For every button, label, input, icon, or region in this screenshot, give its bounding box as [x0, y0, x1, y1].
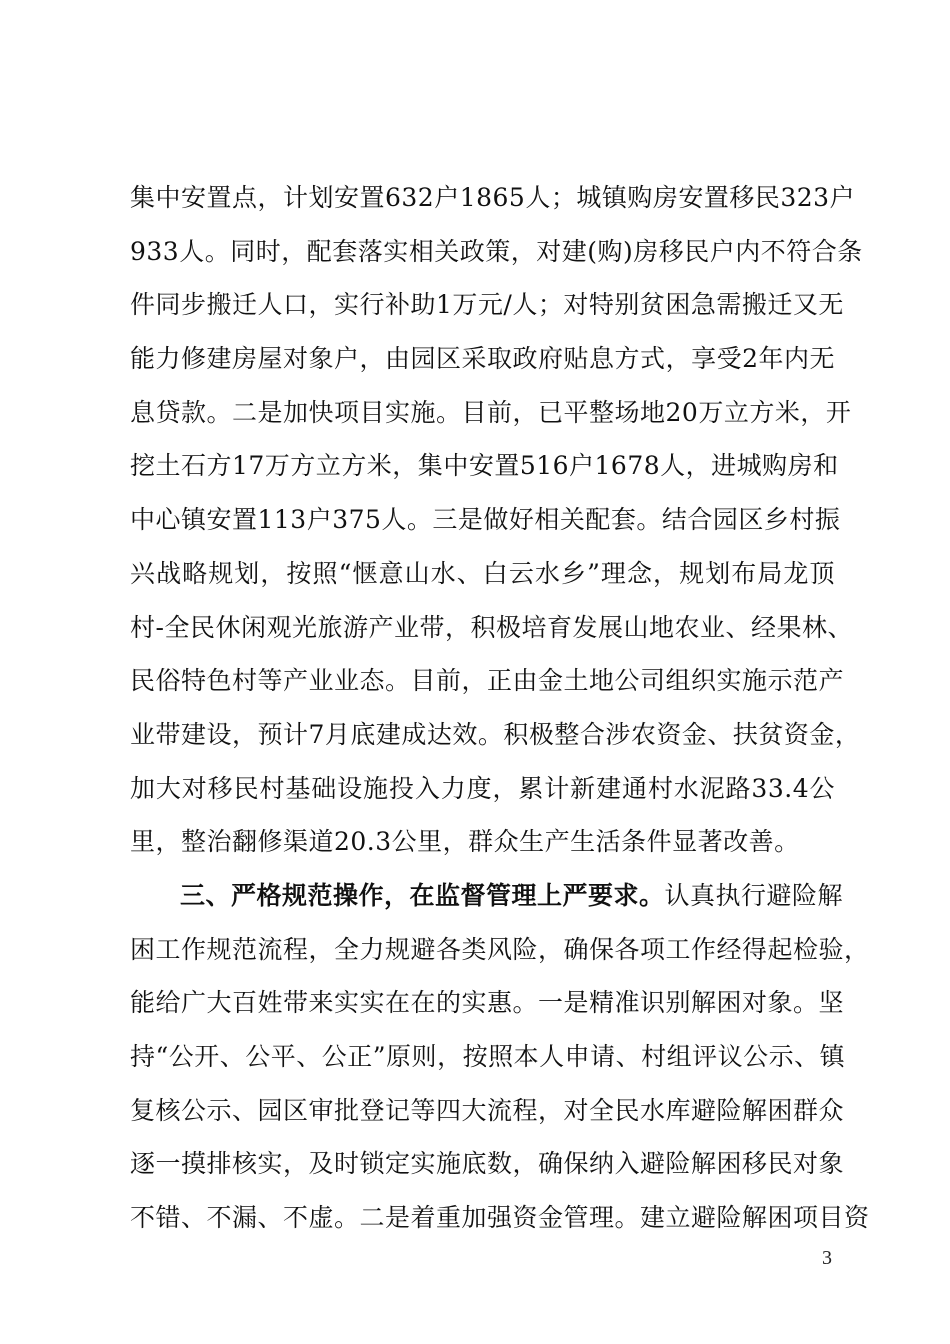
line-text: 村-全民休闲观光旅游产业带，积极培育发展山地农业、经果林、: [130, 612, 853, 642]
line-text: 持“公开、公平、公正”原则，按照本人申请、村组评议公示、镇: [130, 1042, 846, 1071]
line-text: 民俗特色村等产业业态。目前，正由金土地公司组织实施示范产: [130, 666, 845, 696]
section-heading-line: [130, 869, 844, 923]
section-heading: 三、严格规范操作，在监督管理上严要求。: [180, 880, 665, 910]
text-line: [130, 815, 835, 869]
line-text: 件同步搬迁人口，实行补助1万元/人；对特别贫困急需搬迁又无: [130, 290, 844, 320]
line-text: 挖土石方17万方立方米，集中安置516户1678人，进城购房和: [130, 451, 839, 481]
line-text: 困工作规范流程，全力规避各类风险，确保各项工作经得起检验，: [130, 934, 870, 964]
text-line: [130, 762, 835, 816]
text-line: [130, 493, 841, 547]
line-text: 复核公示、园区审批登记等四大流程，对全民水库避险解困群众: [130, 1095, 845, 1125]
text-line: [130, 923, 870, 977]
line-text: 加大对移民村基础设施投入力度，累计新建通村水泥路33.4公: [130, 773, 835, 803]
line-text: 逐一摸排核实，及时锁定实施底数，确保纳入避险解困移民对象: [130, 1149, 845, 1179]
text-line: [130, 171, 856, 225]
text-line: [130, 225, 863, 279]
body-text: [130, 171, 870, 1245]
page-number: 3: [822, 1247, 832, 1269]
text-line: [130, 1191, 870, 1245]
line-text: 认真执行避险解: [664, 880, 844, 910]
line-text: 不错、不漏、不虚。二是着重加强资金管理。建立避险解困项目资: [130, 1203, 870, 1233]
line-text: 中心镇安置113户375人。三是做好相关配套。结合园区乡村振: [130, 505, 841, 535]
text-line: [130, 386, 852, 440]
text-line: [130, 439, 839, 493]
line-text: 兴战略规划，按照“惬意山水、白云水乡”理念，规划布局龙顶: [130, 558, 835, 588]
line-text: 业带建设，预计7月底建成达效。积极整合涉农资金、扶贫资金，: [130, 719, 861, 749]
text-line: [130, 1137, 845, 1191]
text-line: [130, 1030, 846, 1084]
text-line: [130, 708, 861, 762]
text-line: [130, 601, 853, 655]
text-line: [130, 1084, 845, 1138]
text-line: [130, 278, 844, 332]
line-text: 集中安置点，计划安置632户1865人；城镇购房安置移民323户: [130, 183, 856, 212]
text-line: [130, 332, 835, 386]
text-line: [130, 654, 845, 708]
text-line: [130, 547, 835, 601]
text-line: [130, 976, 845, 1030]
line-text: 息贷款。二是加快项目实施。目前，已平整场地20万立方米，开: [130, 397, 852, 427]
line-text: 能力修建房屋对象户，由园区采取政府贴息方式，享受2年内无: [130, 344, 835, 374]
line-text: 里，整治翻修渠道20.3公里，群众生产生活条件显著改善。: [130, 827, 800, 857]
line-text: 933人。同时，配套落实相关政策，对建(购)房移民户内不符合条: [130, 236, 863, 266]
line-text: 能给广大百姓带来实实在在的实惠。一是精准识别解困对象。坚: [130, 988, 845, 1018]
